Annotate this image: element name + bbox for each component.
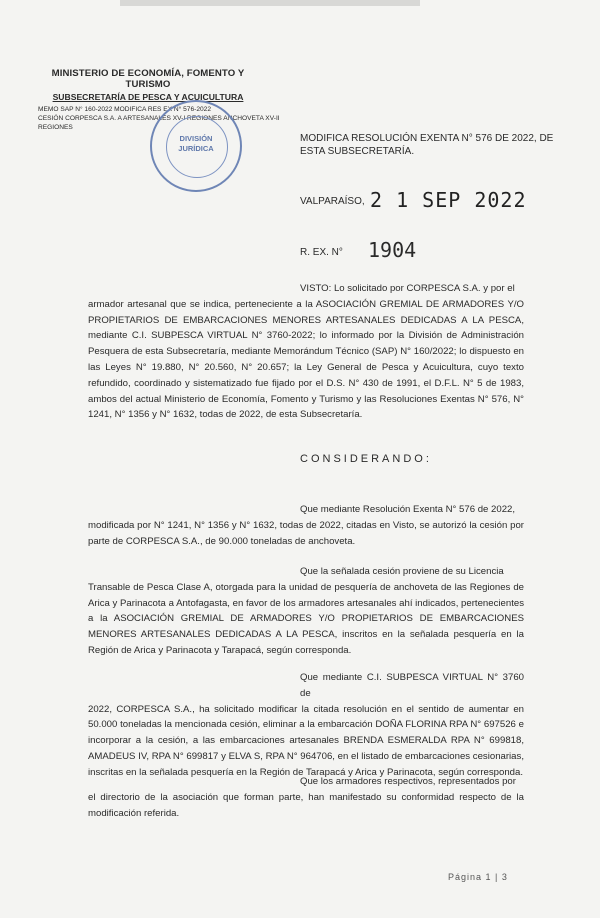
paragraph-body: el directorio de la asociación que forman parte, han manifestado su conformidad respecto de la modificación referida.: [88, 791, 524, 819]
resolution-number-label: R. EX. N°: [300, 247, 343, 258]
resolution-number: 1904: [368, 238, 417, 262]
memo-line: REGIONES: [38, 124, 73, 131]
paragraph-lead: Que mediante C.I. SUBPESCA VIRTUAL N° 3760 de: [300, 672, 524, 699]
scan-top-edge: [120, 0, 420, 6]
paragraph-body: Transable de Pesca Clase A, otorgada para la unidad de pesquería de anchoveta de las Regiones de Arica y Parinacota a Antofagasta, en favor de los armadores artesanales ahí indicados, pertenecientes a la ASOCIACIÓN GREMIAL DE ARMADORES Y/O PROPIETARIOS DE EMBARCACIONES MENORES ARTESANALES DEDICADAS A LA PESCA, inscritos en la señalada pesquería en la Región de Arica y Parinacota y Tarapacá, según corresponda.: [88, 581, 524, 656]
stamp-text-division: DIVISIÓN: [179, 134, 213, 143]
considerando-heading: CONSIDERANDO:: [300, 453, 432, 465]
paragraph-body: armador artesanal que se indica, perteneciente a la ASOCIACIÓN GREMIAL DE ARMADORES Y/O PROPIETARIOS DE EMBARCACIONES MENORES ARTESANALES DEDICADAS A LA PESCA, mediante C.I. SUBPESCA VIRTUAL N° 3760-2022; lo informado por la División de Administración Pesquera de esta Subsecretaría, mediante Memorándum Técnico (SAP) N° 160/2022; lo dispuesto en las Leyes N° 19.880, N° 20.560, N° 20.657; la Ley General de Pesca y Acuicultura, cuyo texto refundido, coordinado y sistematizado fue fijado por el D.S. N° 430 de 1991, el D.F.L. N° 5 de 1983, ambos del actual Ministerio de Economía, Fomento y Turismo y las Resoluciones Exentas N° 576, N° 1241, N° 1356 y N° 1632, todas de 2022, de esta Subsecretaría.: [88, 298, 524, 421]
date-stamp: 2 1 SEP 2022: [370, 188, 527, 212]
paragraph-lead: Que mediante Resolución Exenta N° 576 de 2022,: [300, 504, 516, 515]
visto-paragraph: [88, 281, 524, 423]
considerando-item: [88, 564, 524, 659]
paragraph-lead: VISTO: Lo solicitado por CORPESCA S.A. y por el: [300, 283, 515, 294]
considerando-item: [88, 670, 524, 781]
considerando-item: [88, 502, 524, 549]
place-label: VALPARAÍSO,: [300, 196, 365, 207]
paragraph-lead: Que la señalada cesión proviene de su Licencia: [300, 566, 504, 577]
paragraph-lead: Que los armadores respectivos, representados por: [300, 776, 516, 787]
paragraph-body: 2022, CORPESCA S.A., ha solicitado modificar la citada resolución en el sentido de aumentar en 50.000 toneladas la mencionada cesión, eliminar a la embarcación DOÑA FLORINA RPA N° 697526 e incorporar a la cesión, a las embarcaciones artesanales BRENDA ESMERALDA RPA N° 699818, AMADEUS IV, RPA N° 699817 y ELVA S, RPA N° 964706, en el listado de embarcaciones cesionarias, inscritas en la señalada pesquería en la Región de Tarapacá y Arica y Parinacota, según corresponda.: [88, 703, 524, 778]
subsecretaria-name: SUBSECRETARÍA DE PESCA Y ACUICULTURA: [52, 92, 244, 102]
page-number: Página 1 | 3: [448, 872, 508, 882]
juridica-stamp: [150, 100, 242, 192]
resolution-title: MODIFICA RESOLUCIÓN EXENTA N° 576 DE 2022, DE ESTA SUBSECRETARÍA.: [300, 133, 554, 157]
paragraph-body: modificada por N° 1241, N° 1356 y N° 1632, todas de 2022, citadas en Visto, se autorizó la cesión por parte de CORPESCA S.A., de 90.000 toneladas de anchoveta.: [88, 519, 524, 547]
ministry-name: MINISTERIO DE ECONOMÍA, FOMENTO Y TURISMO: [51, 68, 245, 90]
considerando-item: [88, 774, 524, 821]
stamp-text-juridica: JURÍDICA: [178, 144, 214, 153]
memo-line: MEMO SAP N° 160-2022 MODIFICA RES EX N° 576-2022: [38, 106, 211, 113]
memo-line: CESIÓN CORPESCA S.A. A ARTESANALES XV-I REGIONES ANCHOVETA XV-II: [38, 115, 280, 122]
